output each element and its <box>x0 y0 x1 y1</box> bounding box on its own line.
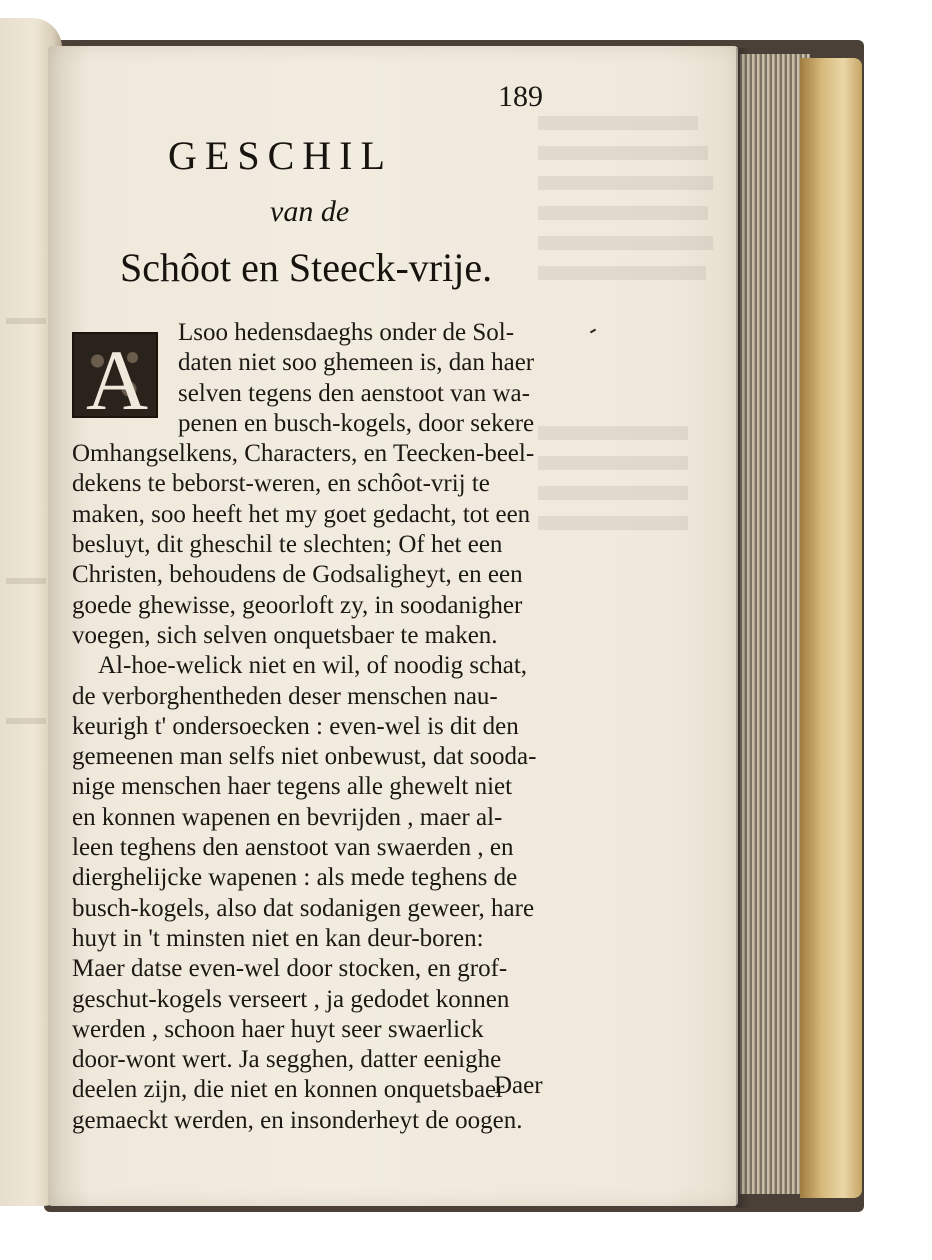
text-line: Maer datse even-wel door stocken, en grof- <box>72 955 508 983</box>
text-line: nige menschen haer tegens alle ghewelt niet <box>72 773 513 801</box>
drop-initial-letter: A <box>85 332 149 428</box>
page-number: 189 <box>498 80 543 113</box>
page-title: GESCHIL <box>168 133 393 178</box>
text-line: penen en busch-kogels, door sekere <box>178 409 535 437</box>
page-gutter-shadow <box>736 48 750 1208</box>
text-line: gemeenen man selfs niet onbewust, dat sooda- <box>72 743 537 771</box>
text-line: goede ghewisse, geoorloft zy, in soodanigher <box>72 591 523 619</box>
text-line: daten niet soo ghemeen is, dan haer <box>178 349 535 377</box>
page-subtitle: van de <box>270 195 350 228</box>
section-heading: Schôot en Steeck-vrije. <box>120 245 493 290</box>
text-line: en konnen wapenen en bevrijden , maer al- <box>72 803 503 831</box>
text-line: door-wont wert. Ja segghen, datter eenighe <box>72 1046 502 1074</box>
text-line: Al-hoe-welick niet en wil, of noodig schat, <box>98 652 528 680</box>
text-line: keurigh t' ondersoecken : even-wel is dit den <box>72 712 519 740</box>
text-line: deelen zijn, die niet en konnen onquetsbaer <box>72 1076 505 1104</box>
text-line: dierghelijcke wapenen : als mede teghens de <box>72 864 518 892</box>
text-line: huyt in 't minsten niet en kan deur-boren: <box>72 924 484 952</box>
text-line: de verborghentheden deser menschen nau- <box>72 682 498 710</box>
body-text <box>72 318 554 1136</box>
text-line: geschut-kogels verseert , ja gedodet konnen <box>72 985 510 1013</box>
vellum-binding <box>800 58 862 1198</box>
text-line: gemaeckt werden, en insonderheyt de oogen. <box>72 1106 523 1134</box>
text-line: busch-kogels, also dat sodanigen geweer, hare <box>72 894 535 922</box>
text-line: maken, soo heeft het my goet gedacht, tot een <box>72 500 531 528</box>
text-line: Christen, behoudens de Godsaligheyt, en een <box>72 561 523 589</box>
catchword: Daer <box>494 1072 543 1099</box>
text-line: werden , schoon haer huyt seer swaerlick <box>72 1015 484 1043</box>
text-line: dekens te beborst-weren, en schôot-vrij te <box>72 470 490 498</box>
text-line: leen teghens den aenstoot van swaerden , en <box>72 834 514 862</box>
text-line: voegen, sich selven onquetsbaer te maken. <box>72 621 498 649</box>
text-line: besluyt, dit gheschil te slechten; Of het een <box>72 531 503 559</box>
text-line: Lsoo hedensdaeghs onder de Sol- <box>178 319 515 346</box>
text-line: selven tegens den aenstoot van wa- <box>178 379 530 407</box>
text-line: Omhangselkens, Characters, en Teecken-beel- <box>72 440 535 468</box>
